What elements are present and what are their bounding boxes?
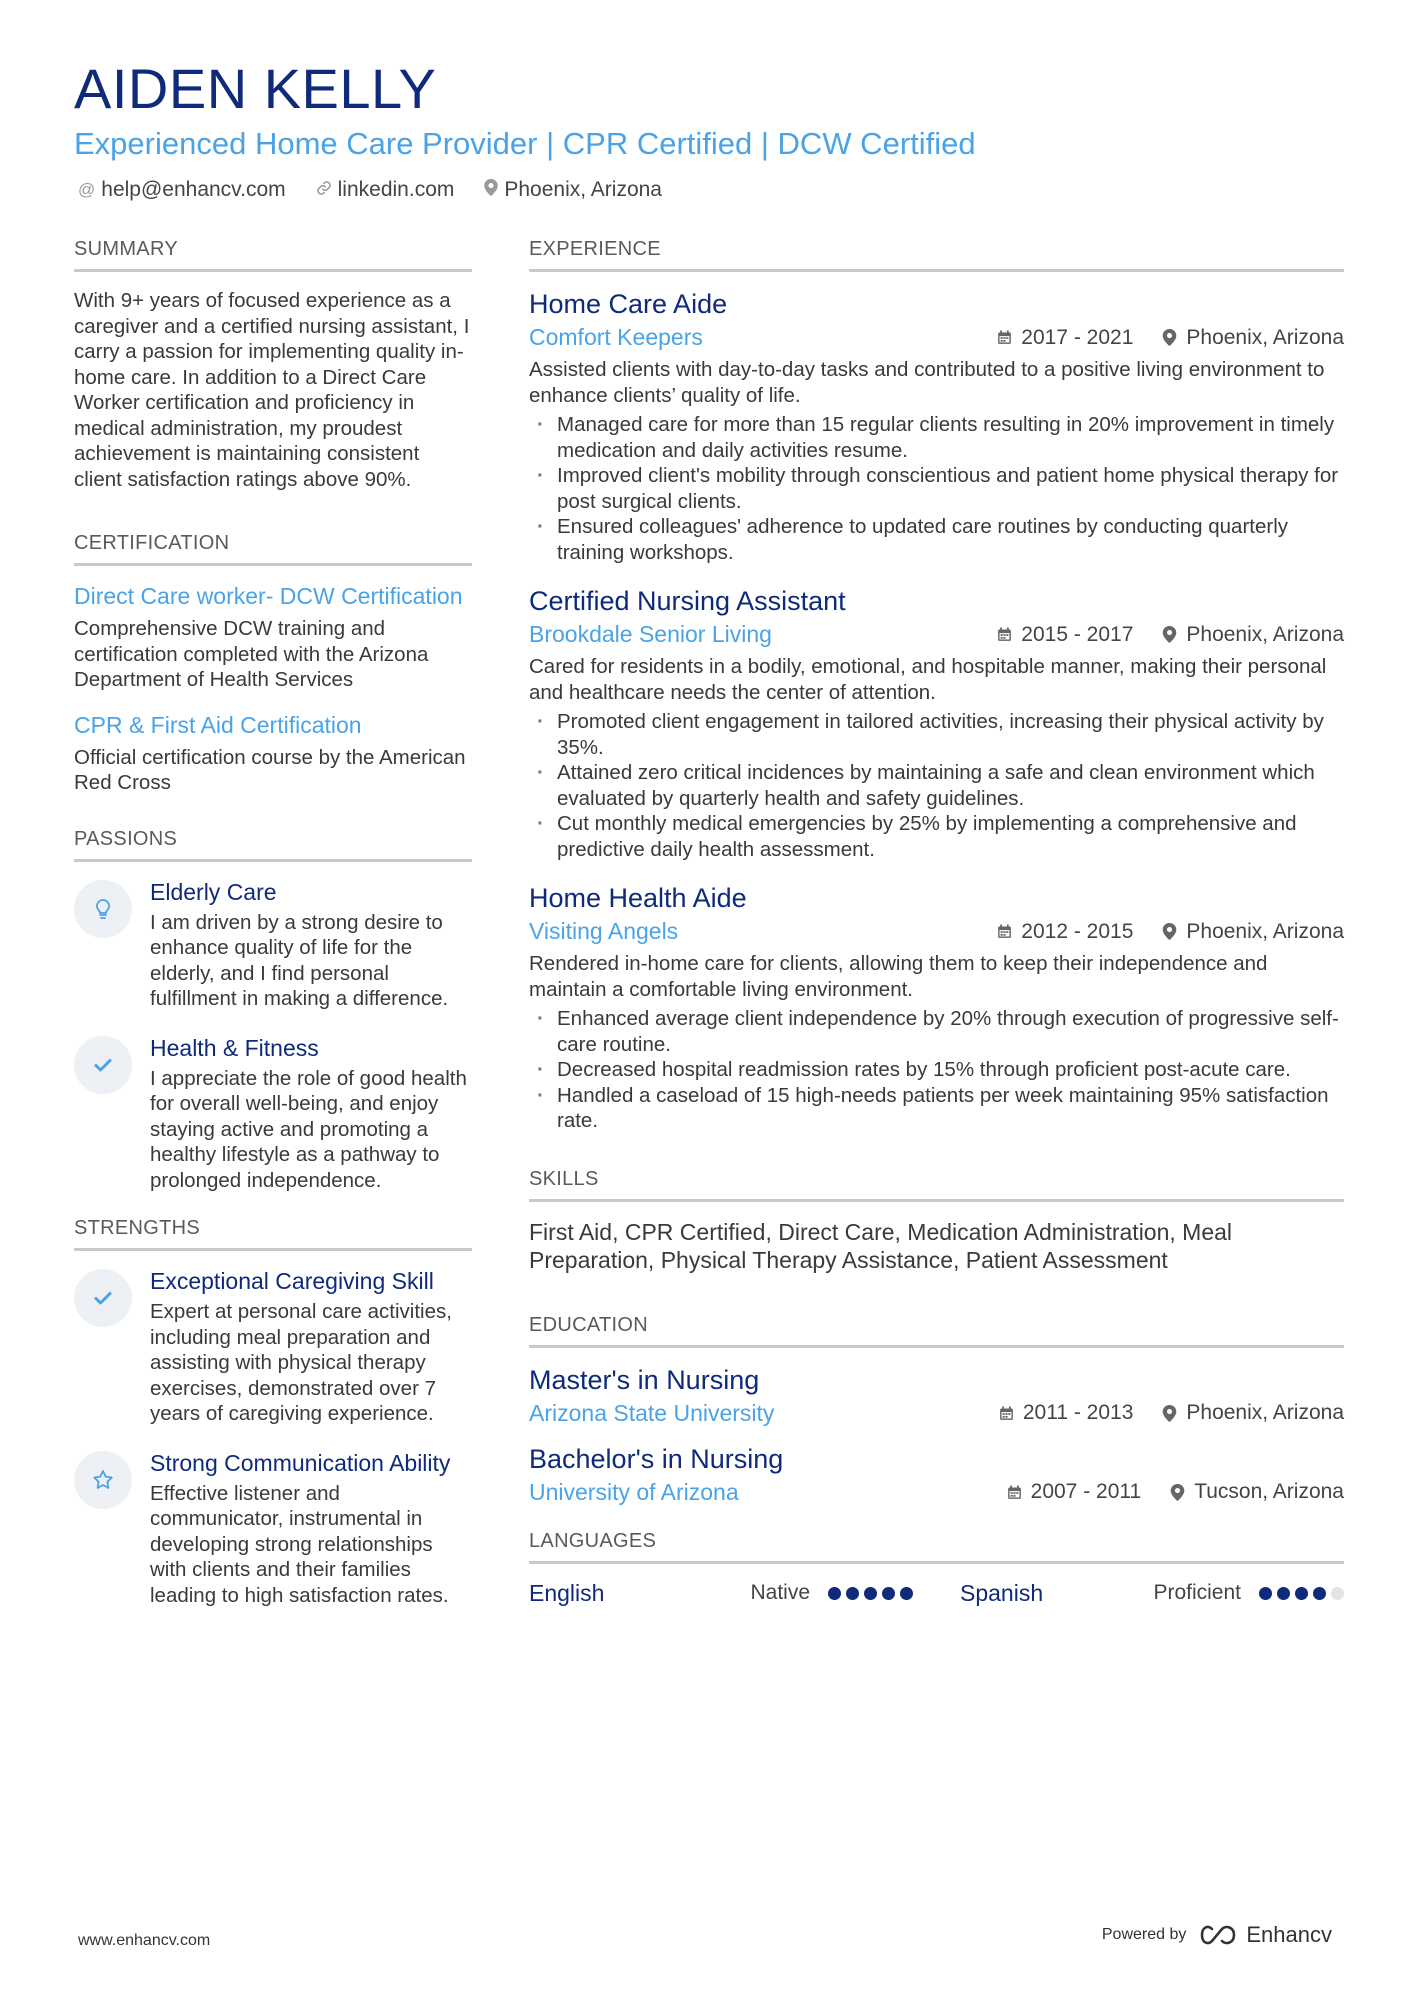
- enhancv-logo-icon: [1200, 1924, 1238, 1946]
- link-icon: [316, 180, 332, 201]
- certification-title: Direct Care worker- DCW Certification: [74, 583, 463, 609]
- email-text: help@enhancv.com: [101, 178, 286, 201]
- contact-linkedin[interactable]: [316, 178, 455, 202]
- education-entry: [529, 1364, 1344, 1427]
- strength-item: [74, 1449, 472, 1609]
- calendar-icon: [996, 923, 1013, 940]
- proficiency-dots: [828, 1587, 913, 1600]
- at-icon: @: [78, 180, 96, 199]
- proficiency-dot-filled: [828, 1587, 841, 1600]
- bullet-item: · Enhanced average client independence by 20% through execution of progressive self-care routine.: [529, 1006, 1344, 1057]
- location-pin-icon: [1161, 923, 1178, 940]
- section-title: SKILLS: [529, 1168, 1344, 1202]
- calendar-icon: [996, 626, 1013, 643]
- location-text: Phoenix, Arizona: [504, 178, 662, 201]
- calendar-icon: [998, 1405, 1015, 1422]
- proficiency-dot-filled: [1295, 1587, 1308, 1600]
- company-name: Brookdale Senior Living: [529, 621, 772, 647]
- checkmark-icon: [74, 1269, 132, 1327]
- section-title: EXPERIENCE: [529, 238, 1344, 272]
- powered-by-label: Powered by: [1101, 1926, 1187, 1943]
- contact-email[interactable]: [78, 178, 286, 202]
- passion-title: Elderly Care: [150, 878, 277, 905]
- language-level: Native: [750, 1581, 810, 1604]
- location-pin-icon: [484, 179, 498, 201]
- skills-section: [529, 1168, 1344, 1274]
- degree-title: Bachelor's in Nursing: [529, 1443, 784, 1474]
- bullet-item: · Improved client's mobility through conscientious and patient home physical therapy for post surgical clients.: [529, 463, 1344, 514]
- job-dates: 2012 - 2015: [1021, 919, 1134, 943]
- summary-text: With 9+ years of focused experience as a caregiver and a certified nursing assistant, I carry a passion for implementing quality in-home care. In addition to a Direct Care Worker certification and proficiency in medical administration, my proudest achievement is maintaining consistent client satisfaction ratings above 90%.: [74, 289, 470, 491]
- experience-entry: [529, 288, 1344, 565]
- language-item: [529, 1580, 913, 1607]
- strength-desc: Expert at personal care activities, including meal preparation and assisting with physical therapy exercises, demonstrated over 7 years of caregiving experience.: [150, 1300, 452, 1425]
- certification-section: [74, 532, 472, 796]
- summary-section: [74, 238, 472, 492]
- section-title: LANGUAGES: [529, 1530, 1344, 1564]
- section-title: EDUCATION: [529, 1314, 1344, 1348]
- passion-item: [74, 878, 472, 1012]
- headline: Experienced Home Care Provider | CPR Certified | DCW Certified: [74, 126, 976, 161]
- job-bullets: [529, 709, 1344, 862]
- calendar-icon: [1006, 1484, 1023, 1501]
- language-item: [960, 1580, 1344, 1607]
- certification-item: [74, 582, 472, 693]
- job-dates: 2017 - 2021: [1021, 325, 1134, 349]
- left-column: [74, 238, 472, 1630]
- company-name: Comfort Keepers: [529, 324, 703, 350]
- bullet-item: · Handled a caseload of 15 high-needs patients per week maintaining 95% satisfaction rate.: [529, 1083, 1344, 1134]
- linkedin-text: linkedin.com: [337, 178, 455, 201]
- education-entry: [529, 1443, 1344, 1506]
- footer-website[interactable]: www.enhancv.com: [78, 1932, 211, 1949]
- education-location: Phoenix, Arizona: [1186, 1401, 1344, 1424]
- job-bullets: [529, 1006, 1344, 1134]
- contact-location: [484, 178, 662, 202]
- section-title: PASSIONS: [74, 828, 472, 862]
- bullet-item: · Cut monthly medical emergencies by 25% by implementing a comprehensive and predictive daily health assessment.: [529, 811, 1344, 862]
- proficiency-dot-empty: [1331, 1587, 1344, 1600]
- certification-desc: Official certification course by the American Red Cross: [74, 745, 466, 794]
- certification-title: CPR & First Aid Certification: [74, 711, 362, 738]
- education-dates: 2007 - 2011: [1030, 1480, 1142, 1503]
- degree-title: Master's in Nursing: [529, 1364, 760, 1395]
- proficiency-dot-filled: [1313, 1587, 1326, 1600]
- proficiency-dot-filled: [900, 1587, 913, 1600]
- location-pin-icon: [1161, 329, 1178, 346]
- passion-desc: I appreciate the role of good health for overall well-being, and enjoy staying active and promoting a healthy lifestyle as a pathway to prolonged independence.: [150, 1066, 467, 1192]
- candidate-name: AIDEN KELLY: [74, 57, 437, 120]
- strengths-section: [74, 1217, 472, 1608]
- calendar-icon: [996, 329, 1013, 346]
- bullet-item: · Attained zero critical incidences by maintaining a safe and clean environment which evaluated by quarterly health and safety guidelines.: [529, 760, 1344, 811]
- bullet-item: · Managed care for more than 15 regular clients resulting in 20% improvement in timely medication and daily activities resume.: [529, 412, 1344, 463]
- language-name: English: [529, 1579, 605, 1606]
- experience-entry: [529, 585, 1344, 862]
- strength-title: Exceptional Caregiving Skill: [150, 1268, 434, 1294]
- company-name: Visiting Angels: [529, 918, 679, 944]
- proficiency-dot-filled: [882, 1587, 895, 1600]
- education-section: [529, 1314, 1344, 1506]
- job-location: Phoenix, Arizona: [1186, 622, 1344, 646]
- proficiency-dot-filled: [1277, 1587, 1290, 1600]
- job-title: Home Health Aide: [529, 883, 747, 913]
- languages-section: [529, 1530, 1344, 1607]
- checkmark-icon: [74, 1036, 132, 1094]
- section-title: SUMMARY: [74, 238, 472, 272]
- right-column: [529, 238, 1344, 1607]
- certification-item: [74, 711, 472, 796]
- skills-list: First Aid, CPR Certified, Direct Care, Medication Administration, Meal Preparation, Physical Therapy Assistance, Patient Assessment: [529, 1218, 1233, 1273]
- proficiency-dot-filled: [864, 1587, 877, 1600]
- certification-desc: Comprehensive DCW training and certification completed with the Arizona Department of Health Services: [74, 617, 429, 691]
- section-title: CERTIFICATION: [74, 532, 472, 566]
- school-name: University of Arizona: [529, 1478, 739, 1505]
- job-description: Cared for residents in a bodily, emotional, and hospitable manner, making their personal and healthcare needs the center of attention.: [529, 655, 1327, 704]
- footer-branding: [1102, 1922, 1332, 1948]
- passion-desc: I am driven by a strong desire to enhance quality of life for the elderly, and I find personal fulfillment in making a difference.: [150, 910, 449, 1010]
- proficiency-dot-filled: [1259, 1587, 1272, 1600]
- strength-item: [74, 1267, 472, 1427]
- job-title: Home Care Aide: [529, 289, 728, 319]
- location-pin-icon: [1169, 1484, 1186, 1501]
- language-name: Spanish: [960, 1579, 1044, 1606]
- experience-section: [529, 238, 1344, 1134]
- job-title: Certified Nursing Assistant: [529, 586, 846, 616]
- strength-title: Strong Communication Ability: [150, 1449, 451, 1476]
- job-dates: 2015 - 2017: [1021, 622, 1134, 646]
- section-title: STRENGTHS: [74, 1217, 472, 1251]
- star-icon: [74, 1451, 132, 1509]
- passion-title: Health & Fitness: [150, 1034, 319, 1061]
- location-pin-icon: [1161, 1405, 1178, 1422]
- brand-name: Enhancv: [1246, 1922, 1332, 1947]
- passion-item: [74, 1034, 472, 1194]
- bullet-item: · Decreased hospital readmission rates by 15% through proficient post-acute care.: [529, 1057, 1344, 1083]
- job-description: Rendered in-home care for clients, allowing them to keep their independence and maintain a comfortable living environment.: [529, 952, 1268, 1001]
- lightbulb-icon: [74, 880, 132, 938]
- bullet-item: · Promoted client engagement in tailored activities, increasing their physical activity by 35%.: [529, 709, 1344, 760]
- contact-bar: [78, 178, 662, 202]
- experience-entry: [529, 882, 1344, 1134]
- school-name: Arizona State University: [529, 1399, 775, 1426]
- proficiency-dot-filled: [846, 1587, 859, 1600]
- job-description: Assisted clients with day-to-day tasks and contributed to a positive living environment to enhance clients’ quality of life.: [529, 358, 1325, 407]
- job-location: Phoenix, Arizona: [1186, 919, 1344, 943]
- education-dates: 2011 - 2013: [1022, 1401, 1134, 1424]
- education-location: Tucson, Arizona: [1194, 1480, 1344, 1503]
- language-level: Proficient: [1153, 1581, 1241, 1604]
- job-location: Phoenix, Arizona: [1186, 325, 1344, 349]
- strength-desc: Effective listener and communicator, instrumental in developing strong relationships with clients and their families leading to high satisfaction rates.: [150, 1481, 449, 1607]
- passions-section: [74, 828, 472, 1194]
- location-pin-icon: [1161, 626, 1178, 643]
- bullet-item: · Ensured colleagues' adherence to updated care routines by conducting quarterly training workshops.: [529, 514, 1344, 565]
- proficiency-dots: [1259, 1587, 1344, 1600]
- job-bullets: [529, 412, 1344, 565]
- brand-logo: [1200, 1922, 1332, 1948]
